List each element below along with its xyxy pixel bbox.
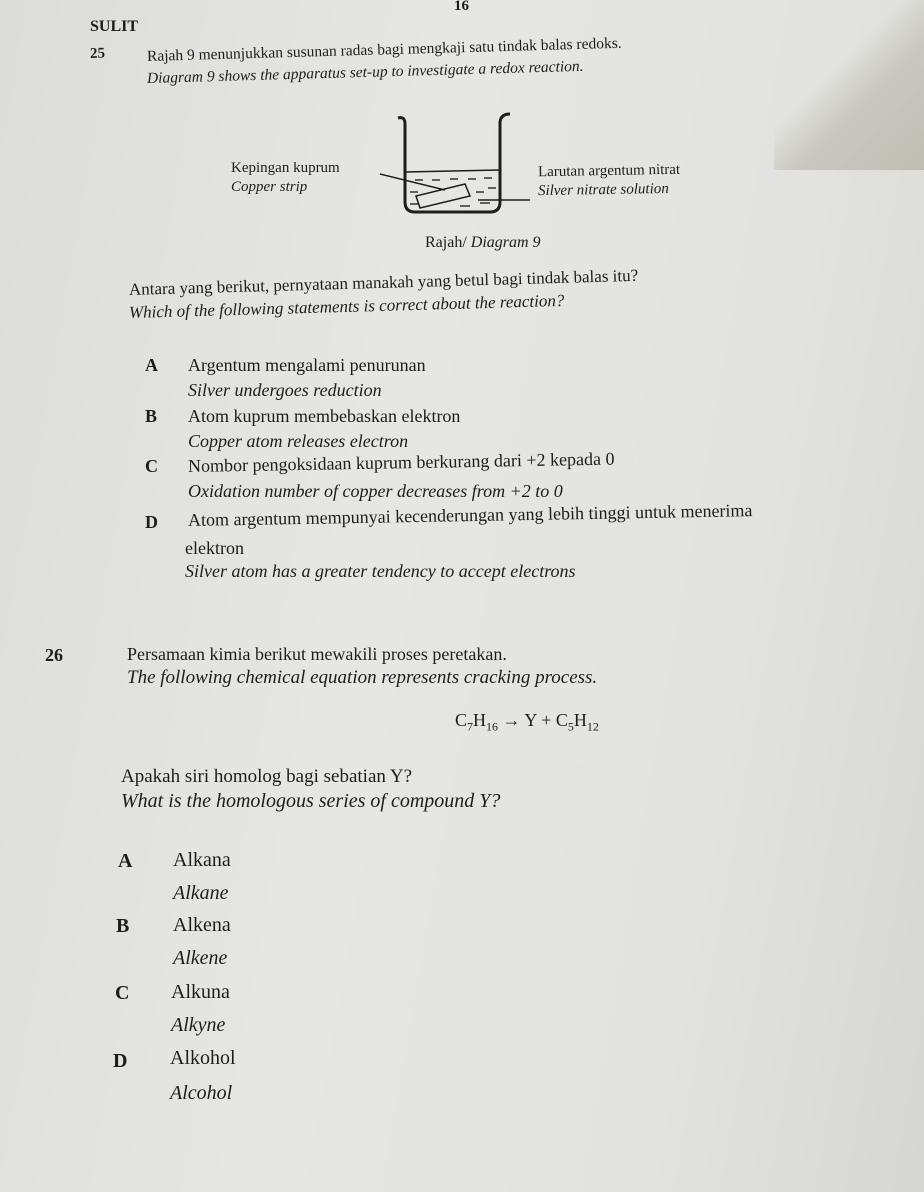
option-text-ms: Alkana — [173, 849, 231, 871]
caption-ms: Rajah/ — [425, 234, 467, 251]
silver-nitrate-label-en: Silver nitrate solution — [537, 180, 669, 200]
option-text-ms-cont: elektron — [185, 538, 244, 558]
copper-strip-label-en: Copper strip — [231, 179, 308, 195]
eq-c: C — [455, 710, 468, 730]
q25-stem-ms: Rajah 9 menunjukkan susunan radas bagi mengkaji satu tindak balas redoks. — [146, 34, 622, 65]
q26-number: 26 — [45, 645, 63, 665]
q26-stem-ms: Persamaan kimia berikut mewakili proses peretakan. — [127, 644, 507, 664]
option-text-en: Alkene — [173, 947, 228, 969]
q25-question-ms: Antara yang berikut, pernyataan manakah yang betul bagi tindak balas itu? — [128, 265, 639, 299]
q26-question-en: What is the homologous series of compound Y? — [121, 790, 501, 812]
option-letter: D — [113, 1050, 128, 1072]
option-letter: A — [145, 355, 158, 375]
q25-question-en: Which of the following statements is correct about the reaction? — [128, 290, 565, 322]
eq-y: Y + — [524, 710, 552, 730]
q26-stem-en: The following chemical equation represents cracking process. — [127, 667, 598, 688]
q26-question-ms: Apakah siri homolog bagi sebatian Y? — [121, 766, 413, 787]
sulit-label: SULIT — [90, 18, 139, 35]
eq-sub: 7 — [467, 719, 474, 734]
option-letter: B — [116, 915, 130, 937]
option-text-ms: Alkena — [173, 914, 231, 936]
option-text-en: Alcohol — [170, 1082, 233, 1104]
option-text-en: Alkane — [173, 882, 229, 904]
option-text-ms: Alkuna — [171, 981, 230, 1003]
diagram-caption — [425, 234, 541, 252]
q25-number: 25 — [89, 45, 106, 62]
option-text-en: Alkyne — [171, 1014, 226, 1036]
option-text-ms: Atom argentum mempunyai kecenderungan yang lebih tinggi untuk menerima — [187, 500, 753, 530]
page-shadow — [774, 0, 924, 170]
caption-en: Diagram 9 — [470, 234, 541, 251]
option-text-en: Oxidation number of copper decreases from +2 to 0 — [188, 481, 563, 501]
option-text-ms: Nombor pengoksidaan kuprum berkurang dari +2 kepada 0 — [187, 448, 615, 476]
copper-strip-label-ms: Kepingan kuprum — [231, 160, 340, 176]
eq-h: H — [473, 710, 487, 730]
eq-sub: 16 — [486, 719, 499, 734]
option-text-en: Silver undergoes reduction — [188, 380, 382, 400]
arrow-icon: → — [502, 710, 521, 730]
option-letter: A — [118, 850, 133, 872]
option-letter: D — [145, 512, 158, 532]
option-text-en: Copper atom releases electron — [188, 431, 409, 451]
option-text-ms: Atom kuprum membebaskan elektron — [188, 406, 461, 426]
silver-nitrate-label-ms: Larutan argentum nitrat — [537, 161, 681, 181]
option-text-ms: Alkohol — [170, 1047, 236, 1069]
option-text-en: Silver atom has a greater tendency to accept electrons — [185, 561, 576, 581]
eq-h: H — [573, 710, 587, 730]
option-letter: C — [145, 456, 158, 476]
eq-sub: 12 — [586, 719, 599, 734]
option-letter: B — [145, 406, 158, 426]
page-number: 16 — [454, 0, 469, 14]
option-letter: C — [115, 982, 130, 1004]
eq-sub: 5 — [567, 719, 574, 734]
beaker-diagram — [370, 110, 540, 220]
option-text-ms: Argentum mengalami penurunan — [188, 355, 426, 375]
eq-c: C — [555, 710, 568, 730]
cracking-equation — [455, 710, 599, 735]
q25-stem-en: Diagram 9 shows the apparatus set-up to investigate a redox reaction. — [146, 57, 584, 87]
